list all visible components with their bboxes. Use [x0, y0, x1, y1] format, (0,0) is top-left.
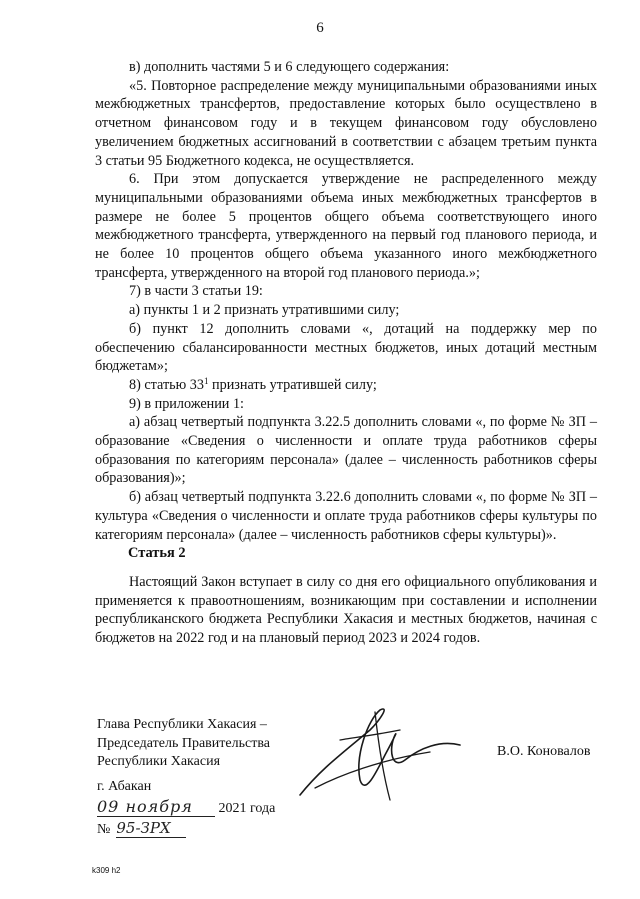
- law-amendments-text: [95, 58, 597, 544]
- place: г. Абакан: [97, 779, 152, 794]
- paragraph: б) абзац четвертый подпункта 3.22.6 дополнить словами «, по форме № ЗП – культура «Сведения о численности и оплате труда работников сферы культуры по категориям персонала» (далее – численность работников сферы культуры)».: [95, 489, 597, 543]
- signer-position: [97, 716, 270, 772]
- paragraph: «5. Повторное распределение между муниципальными образованиями иных межбюджетных трансфертов, предоставление которых было осуществлено в отчетном финансовом году и в текущем финансовом году обусловлено увеличением бюджетных ассигнований в соответствии с абзацем третьим пункта 3 статьи 95 Бюджетного кодекса, не осуществляется.: [95, 77, 597, 169]
- article-2-text: Настоящий Закон вступает в силу со дня его официального опубликования и применяется к правоотношениям, возникающим при составлении и исполнении республиканского бюджета Республики Хакасия и местных бюджетов, начиная с бюджетов на 2022 год и на плановый период 2023 и 2024 годов.: [95, 574, 597, 647]
- article-2-title: Статья 2: [128, 545, 186, 561]
- signer-position-line: Глава Республики Хакасия –: [97, 717, 267, 732]
- signer-name: В.О. Коновалов: [497, 744, 591, 759]
- signing-date: [97, 797, 275, 817]
- number-sign: №: [97, 822, 111, 837]
- footer-code: k309 h2: [92, 866, 121, 875]
- paragraph-text-after: признать утратившей силу;: [208, 376, 377, 393]
- handwritten-date: 09 ноября: [97, 797, 215, 817]
- paragraph-text-before: 8) статью 33: [129, 376, 204, 393]
- signer-position-line: Председатель Правительства: [97, 735, 270, 751]
- handwritten-number: 95-ЗРХ: [116, 819, 186, 838]
- page-number: 6: [316, 20, 324, 36]
- paragraph: 7) в части 3 статьи 19:: [129, 283, 263, 300]
- superscript: 1: [203, 375, 209, 386]
- handwritten-signature: [280, 700, 480, 810]
- paragraph: а) абзац четвертый подпункта 3.22.5 дополнить словами «, по форме № ЗП – образование «Сведения о численности и оплате труда работников сферы образования по категориям персонала» (далее – численность работников сферы образования)»;: [95, 414, 597, 487]
- paragraph: б) пункт 12 дополнить словами «, дотаций на поддержку мер по обеспечению сбалансированности местных бюджетов, иных дотаций местным бюджетам»;: [95, 320, 597, 375]
- paragraph: 6. При этом допускается утверждение не распределенного между муниципальными образованиями объема иных межбюджетных трансфертов в размере не более 5 процентов общего объема соответствующего иного межбюджетного трансферта, утвержденного на первый год планового периода, и не более 10 процентов общего объема указанного иного межбюджетного трансферта, утвержденного на второй год планового периода.»;: [95, 171, 597, 281]
- paragraph: а) пункты 1 и 2 признать утратившими силу;: [129, 302, 400, 319]
- paragraph: в) дополнить частями 5 и 6 следующего содержания:: [129, 59, 450, 75]
- date-year: 2021 года: [218, 801, 276, 816]
- law-number: [97, 819, 186, 838]
- paragraph: [95, 376, 597, 395]
- signer-position-line: Республики Хакасия: [97, 754, 221, 769]
- paragraph: 9) в приложении 1:: [129, 395, 244, 412]
